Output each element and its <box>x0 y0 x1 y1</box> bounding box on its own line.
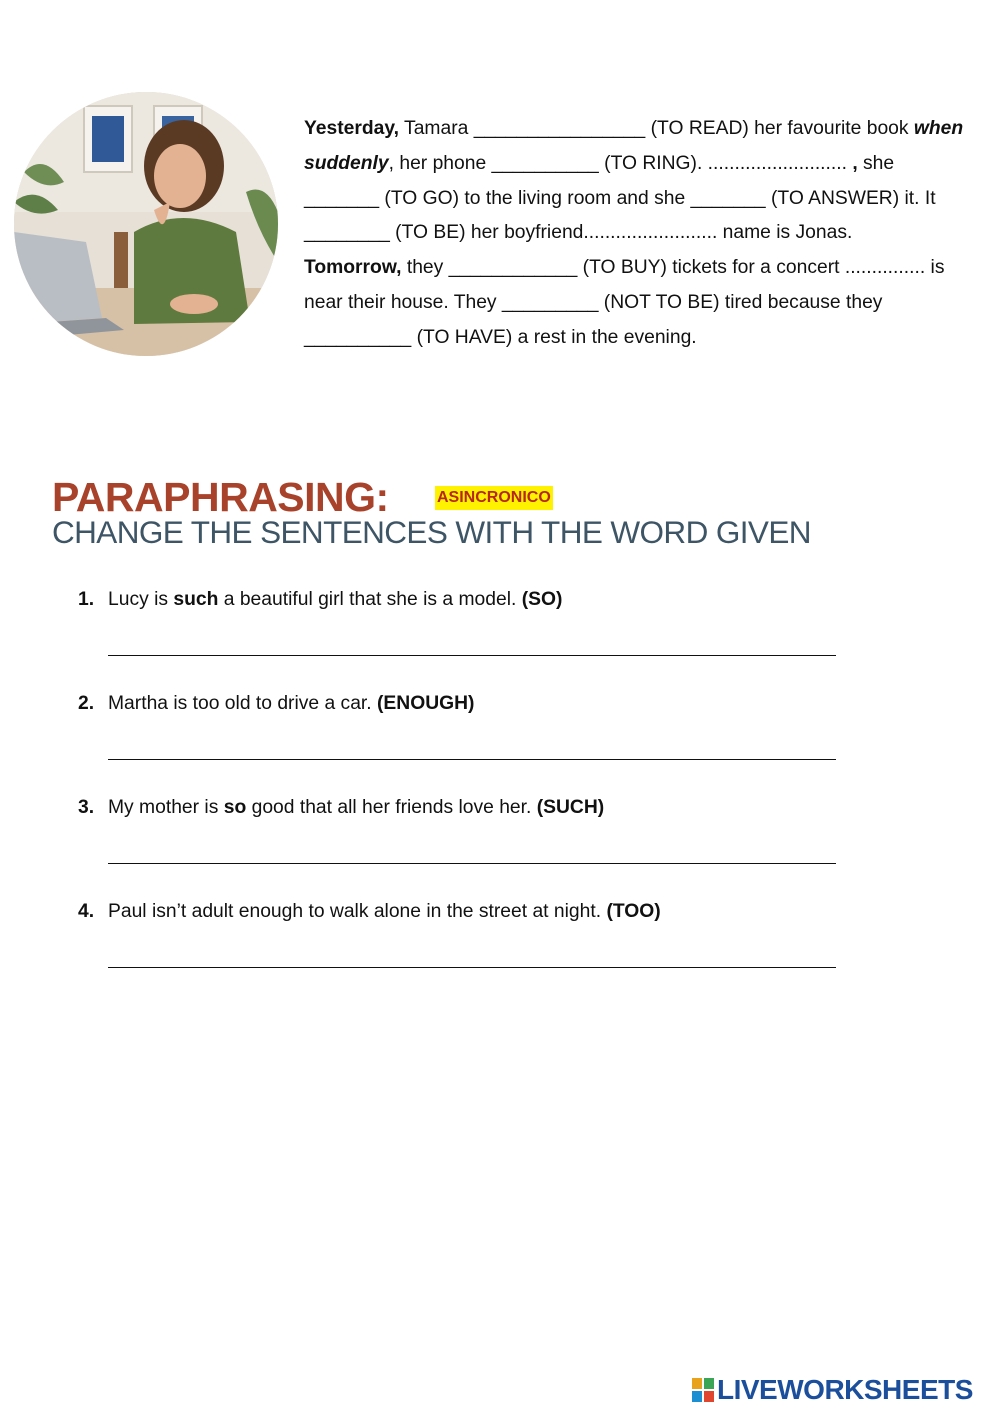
exercise-item <box>78 796 878 820</box>
exercise-number: 1. <box>78 589 95 610</box>
exercise-given-word: (ENOUGH) <box>377 693 475 714</box>
exercise-text: a beautiful girl that she is a model. <box>218 589 522 610</box>
word-yesterday: Yesterday, <box>304 118 400 139</box>
exercise-item <box>78 588 878 612</box>
story-text-part: she _______ (TO GO) to the living room and she _______ (TO ANSWER) it. It ________ (TO BE) her boyfriend......................... name is Jonas. <box>304 152 936 244</box>
section-subtitle: CHANGE THE SENTENCES WITH THE WORD GIVEN <box>52 514 811 550</box>
story-paragraph-1 <box>304 112 974 251</box>
story-text <box>304 112 974 356</box>
exercise-given-word: (SO) <box>521 589 563 610</box>
word-tomorrow: Tomorrow, <box>304 257 402 279</box>
bold-comma: , <box>852 152 858 174</box>
liveworksheets-logo[interactable] <box>692 1374 973 1406</box>
exercise-given-word: (TOO) <box>606 901 661 922</box>
story-paragraph-2 <box>304 251 974 355</box>
exercise-bold-word: so <box>223 797 247 818</box>
exercise-number: 2. <box>78 693 95 714</box>
exercise-number: 3. <box>78 797 95 818</box>
exercise-given-word: (SUCH) <box>536 797 605 818</box>
exercise-text: My mother is <box>108 797 224 818</box>
story-text-part: , her phone __________ (TO RING). .......................... <box>388 152 853 174</box>
exercise-item <box>78 692 878 716</box>
word-when-suddenly: when suddenly <box>304 118 964 174</box>
exercise-text: Paul isn’t adult enough to walk alone in the street at night. <box>108 901 607 922</box>
answer-line[interactable] <box>108 655 836 656</box>
logo-text: LIVEWORKSHEETS <box>717 1374 973 1405</box>
asincronico-badge: ASINCRONICO <box>435 486 553 510</box>
woman-photo <box>14 92 278 356</box>
exercise-text: good that all her friends love her. <box>246 797 537 818</box>
exercise-number: 4. <box>78 901 95 922</box>
answer-line[interactable] <box>108 863 836 864</box>
answer-line[interactable] <box>108 759 836 760</box>
exercise-text: Martha is too old to drive a car. <box>108 693 377 714</box>
exercise-item <box>78 900 878 924</box>
story-text-part: Tamara ________________ (TO READ) her favourite book <box>399 118 914 139</box>
section-title: PARAPHRASING: <box>52 474 389 520</box>
answer-line[interactable] <box>108 967 836 968</box>
liveworksheets-logo-icon <box>692 1378 714 1402</box>
story-text-part: they ____________ (TO BUY) tickets for a concert ............... is near their house. They _________ (NOT TO BE) tired because they __________ (TO HAVE) a rest in the evening. <box>304 257 945 348</box>
exercise-bold-word: such <box>173 589 219 610</box>
exercise-text: Lucy is <box>108 589 174 610</box>
